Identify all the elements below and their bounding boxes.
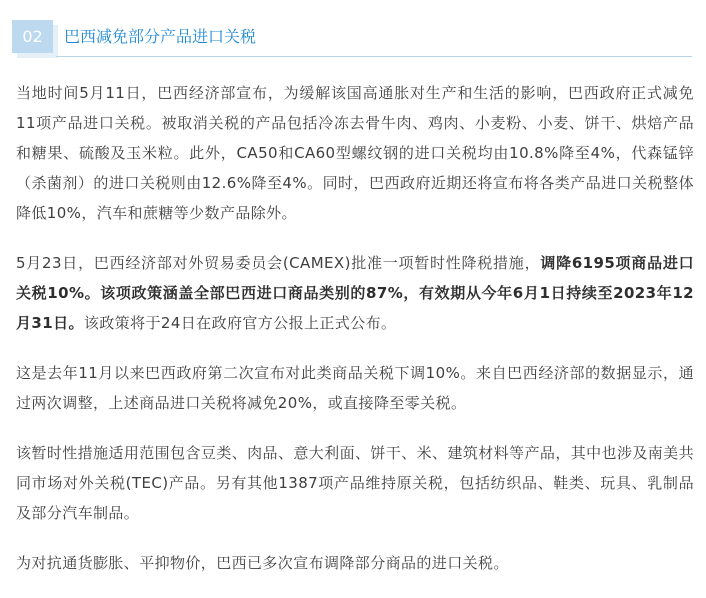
article-body — [16, 78, 694, 598]
section-divider — [56, 56, 692, 57]
section-title: 巴西减免部分产品进口关税 — [64, 27, 257, 46]
section-header — [12, 20, 692, 53]
paragraph-2-highlight: 调降6195项商品进口关税10%。该项政策涵盖全部巴西进口商品类别的87%，有效期从今年6月1日持续至2023年12月31日。 — [16, 254, 694, 332]
section-number-badge: 02 — [12, 20, 53, 53]
paragraph-2-tail: 该政策将于24日在政府官方公报上正式公布。 — [83, 314, 397, 332]
paragraph-5: 为对抗通货膨胀、平抑物价，巴西已多次宣布调降部分商品的进口关税。 — [16, 554, 509, 572]
paragraph-2-lead: 5月23日，巴西经济部对外贸易委员会(CAMEX)批准一项暂时性降税措施， — [16, 254, 541, 272]
paragraph-2 — [16, 248, 694, 338]
paragraph-3: 这是去年11月以来巴西政府第二次宣布对此类商品关税下调10%。来自巴西经济部的数据显示，通过两次调整，上述商品进口关税将减免20%，或直接降至零关税。 — [16, 364, 694, 412]
paragraph-4: 该暂时性措施适用范围包含豆类、肉品、意大利面、饼干、米、建筑材料等产品，其中也涉及南美共同市场对外关税(TEC)产品。另有其他1387项产品维持原关税，包括纺织品、鞋类、玩具、乳制品及部分汽车制品。 — [16, 444, 694, 522]
paragraph-1: 当地时间5月11日，巴西经济部宣布，为缓解该国高通胀对生产和生活的影响，巴西政府正式减免11项产品进口关税。被取消关税的产品包括冷冻去骨牛肉、鸡肉、小麦粉、小麦、饼干、烘焙产品和糖果、硫酸及玉米粒。此外，CA50和CA60型螺纹钢的进口关税均由10.8%降至4%，代森锰锌（杀菌剂）的进口关税则由12.6%降至4%。同时，巴西政府近期还将宣布将各类产品进口关税整体降低10%，汽车和蔗糖等少数产品除外。 — [16, 84, 694, 222]
